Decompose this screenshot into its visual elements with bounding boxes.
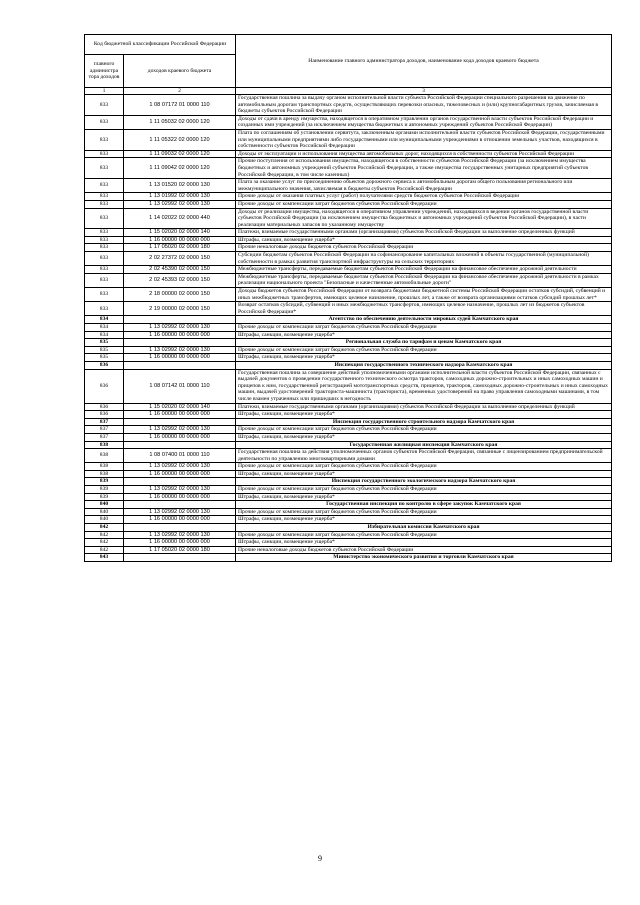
revenue-code-cell: 1 16 00000 00 0000 000: [124, 411, 236, 419]
admin-code-cell: 842: [85, 524, 124, 532]
admin-code-cell: 834: [85, 316, 124, 324]
revenue-name-cell: Государственная пошлина за действия уполномоченных органов субъектов Российской Федерации, связанные с лицензированием предпринимательской деятельности по управлению многоквартирными домами: [236, 449, 612, 463]
admin-code-cell: 833: [85, 273, 124, 287]
admin-code-cell: 839: [85, 478, 124, 486]
admin-code-cell: 833: [85, 150, 124, 158]
table-row: [85, 331, 612, 339]
administrator-heading-row: [85, 316, 612, 324]
revenue-code-cell: 1 13 01520 02 0000 130: [124, 179, 236, 193]
revenue-code-cell: 1 13 02992 02 0000 130: [124, 531, 236, 539]
revenue-name-cell: Доходы от реализации имущества, находящегося в оперативном управлении учреждений, находящихся в ведении органов государственной власти субъектов Российской Федерации (за исключением имущества бюджетных и автономных учреждений субъектов Российской Федерации), в части реализации материальных запасов по указанному имуществу: [236, 208, 612, 229]
revenue-name-cell: Межбюджетные трансферты, передаваемые бюджетам субъектов Российской Федерации на финансовое обеспечение дорожной деятельности в рамках реализации национального проекта "Безопасные и качественные автомобильные дороги": [236, 273, 612, 287]
admin-code-cell: 833: [85, 208, 124, 229]
revenue-name-cell: Доходы бюджетов субъектов Российской Федерации от возврата бюджетами бюджетной системы Российской Федерации остатков субсидий, субвенций и иных межбюджетных трансфертов, имеющих целевое назначение, прошлых лет, а также от возврата организациями остатков субсидий прошлых лет*: [236, 288, 612, 302]
revenue-name-cell: Межбюджетные трансферты, передаваемые бюджетам субъектов Российской Федерации на финансовое обеспечение дорожной деятельности: [236, 266, 612, 274]
revenue-code-cell: [124, 478, 236, 486]
admin-code-cell: 833: [85, 193, 124, 201]
admin-code-cell: 833: [85, 95, 124, 116]
revenue-code-cell: 1 16 00000 00 0000 000: [124, 236, 236, 244]
revenue-code-cell: 1 13 02992 02 0000 130: [124, 346, 236, 354]
table-row: [85, 433, 612, 441]
admin-code-cell: 835: [85, 354, 124, 362]
revenue-name-cell: Прочие неналоговые доходы бюджетов субъектов Российской Федерации: [236, 546, 612, 554]
column-number: 1: [85, 88, 124, 95]
revenue-name-cell: Государственная пошлина за совершение действий уполномоченными органами исполнительной власти субъектов Российской Федерации, связанных с выдачей документов о проведении государственного технического осмотра тракторов, самоходных дорожно-строительных и иных самоходных машин и прицепов к ним, государственной регистрацией мототранспортных средств, прицепов, тракторов, самоходных дорожно-строительных и иных самоходных машин, выдачей удостоверений тракториста-машиниста (тракториста), временных удостоверений на право управления самоходными машинами, в том числе взамен утраченных или пришедших в негодность: [236, 369, 612, 403]
document-page: [84, 34, 611, 562]
admin-code-cell: 839: [85, 493, 124, 501]
revenue-code-cell: 1 13 02992 02 0000 130: [124, 508, 236, 516]
revenue-name-cell: Избирательная комиссия Камчатского края: [236, 524, 612, 532]
revenue-name-cell: Штрафы, санкции, возмещение ущерба*: [236, 516, 612, 524]
admin-code-cell: 833: [85, 302, 124, 316]
revenue-code-cell: 1 16 00000 00 0000 000: [124, 470, 236, 478]
admin-code-cell: 836: [85, 369, 124, 403]
revenue-name-cell: Штрафы, санкции, возмещение ущерба*: [236, 236, 612, 244]
admin-code-cell: 833: [85, 115, 124, 129]
admin-code-cell: 840: [85, 508, 124, 516]
admin-code-cell: 833: [85, 288, 124, 302]
revenue-code-cell: [124, 554, 236, 562]
table-row: [85, 508, 612, 516]
revenue-code-cell: 1 08 07400 01 0000 110: [124, 449, 236, 463]
revenue-name-cell: Платежи, взимаемые государственными органами (организациями) субъектов Российской Федерации за выполнение определенных функций: [236, 403, 612, 411]
revenue-code-cell: 1 08 07172 01 0000 110: [124, 95, 236, 116]
revenue-code-cell: 1 13 02992 02 0000 130: [124, 426, 236, 434]
table-row: [85, 369, 612, 403]
revenue-name-cell: Государственная инспекция по контролю в сфере закупок Камчатского края: [236, 501, 612, 509]
admin-code-cell: 836: [85, 403, 124, 411]
table-row: [85, 470, 612, 478]
revenue-code-cell: 1 08 07142 01 0000 110: [124, 369, 236, 403]
header-revenue-code-column: доходов краевого бюджета: [124, 55, 236, 88]
administrator-heading-row: [85, 418, 612, 426]
revenue-name-cell: Прочие неналоговые доходы бюджетов субъектов Российской Федерации: [236, 244, 612, 252]
table-row: [85, 229, 612, 237]
revenue-name-cell: Штрафы, санкции, возмещение ущерба*: [236, 433, 612, 441]
revenue-code-cell: 1 11 05322 02 0000 120: [124, 129, 236, 150]
admin-code-cell: 835: [85, 346, 124, 354]
admin-code-cell: 839: [85, 486, 124, 494]
revenue-name-cell: Прочие поступления от использования имущества, находящегося в собственности субъектов Российской Федерации (за исключением имущества бюджетных и автономных учреждений субъектов Российской Федерации, а также имущества государственных унитарных предприятий субъектов Российской Федерации, в том числе казенных): [236, 158, 612, 179]
admin-code-cell: 842: [85, 539, 124, 547]
revenue-code-cell: 1 17 05020 02 0000 180: [124, 244, 236, 252]
revenue-name-cell: Агентство по обеспечению деятельности мировых судей Камчатского края: [236, 316, 612, 324]
table-row: [85, 236, 612, 244]
table-body: [85, 95, 612, 562]
admin-code-cell: 837: [85, 426, 124, 434]
administrator-heading-row: [85, 441, 612, 449]
admin-code-cell: 838: [85, 449, 124, 463]
revenue-name-cell: Плата за оказание услуг по присоединению объектов дорожного сервиса к автомобильным дорогам общего пользования регионального или межмуниципального значения, зачисляемая в бюджеты субъектов Российской Федерации: [236, 179, 612, 193]
revenue-code-cell: 2 02 27372 02 0000 150: [124, 252, 236, 266]
table-row: [85, 539, 612, 547]
revenue-code-cell: 1 16 00000 00 0000 000: [124, 331, 236, 339]
page-number: 9: [318, 854, 322, 863]
table-row: [85, 411, 612, 419]
revenue-name-cell: Субсидии бюджетам субъектов Российской Федерации на софинансирование капитальных вложений в объекты государственной (муниципальной) собственности в рамках развития транспортной инфраструктуры на сельских территориях: [236, 252, 612, 266]
revenue-code-cell: 1 13 02992 02 0000 130: [124, 486, 236, 494]
revenue-name-cell: Министерство экономического развития и торговли Камчатского края: [236, 554, 612, 562]
revenue-code-cell: 1 16 00000 00 0000 000: [124, 516, 236, 524]
table-row: [85, 302, 612, 316]
revenue-code-cell: 2 18 00000 02 0000 150: [124, 288, 236, 302]
revenue-name-cell: Штрафы, санкции, возмещение ущерба*: [236, 493, 612, 501]
revenue-code-cell: 1 11 05032 02 0000 120: [124, 115, 236, 129]
admin-code-cell: 833: [85, 266, 124, 274]
header-budget-classification: Код бюджетной классификации Российской Федерации: [85, 35, 236, 55]
admin-code-cell: 833: [85, 158, 124, 179]
administrator-heading-row: [85, 524, 612, 532]
revenue-name-cell: Штрафы, санкции, возмещение ущерба*: [236, 411, 612, 419]
admin-code-cell: 840: [85, 501, 124, 509]
revenue-code-cell: 2 19 00000 02 0000 150: [124, 302, 236, 316]
revenue-name-cell: Прочие доходы от компенсации затрат бюджетов субъектов Российской Федерации: [236, 426, 612, 434]
admin-code-cell: 838: [85, 463, 124, 471]
revenue-code-cell: [124, 501, 236, 509]
revenue-name-cell: Доходы от эксплуатации и использования имущества автомобильных дорог, находящихся в собственности субъектов Российской Федерации: [236, 150, 612, 158]
header-name-column: Наименование главного администратора доходов, наименование кода доходов краевого бюджета: [236, 35, 612, 88]
table-row: [85, 252, 612, 266]
table-header-row: [85, 35, 612, 55]
revenue-name-cell: Государственная пошлина за выдачу органом исполнительной власти субъекта Российской Федерации специального разрешения на движение по автомобильным дорогам транспортных средств, осуществляющих перевозки опасных, тяжеловесных и (или) крупногабаритных грузов, зачисляемая в бюджеты субъектов Российской Федерации: [236, 95, 612, 116]
header-admin-column: главного администра тора доходов: [85, 55, 124, 88]
revenue-name-cell: Штрафы, санкции, возмещение ущерба*: [236, 331, 612, 339]
administrator-heading-row: [85, 554, 612, 562]
table-row: [85, 449, 612, 463]
table-row: [85, 266, 612, 274]
table-row: [85, 150, 612, 158]
revenue-name-cell: Прочие доходы от оказания платных услуг (работ) получателями средств бюджетов субъектов Российской Федерации: [236, 193, 612, 201]
revenue-code-cell: 1 13 02992 02 0000 130: [124, 463, 236, 471]
table-row: [85, 179, 612, 193]
table-row: [85, 486, 612, 494]
revenue-code-cell: 1 13 01992 02 0000 130: [124, 193, 236, 201]
revenue-codes-table: [84, 34, 612, 562]
revenue-code-cell: 1 13 02992 02 0000 130: [124, 200, 236, 208]
admin-code-cell: 836: [85, 361, 124, 369]
column-number: 3: [236, 88, 612, 95]
admin-code-cell: 834: [85, 324, 124, 332]
revenue-name-cell: Прочие доходы от компенсации затрат бюджетов субъектов Российской Федерации: [236, 531, 612, 539]
table-row: [85, 546, 612, 554]
table-row: [85, 403, 612, 411]
table-row: [85, 531, 612, 539]
revenue-code-cell: [124, 316, 236, 324]
revenue-name-cell: Государственная жилищная инспекция Камчатского края: [236, 441, 612, 449]
revenue-name-cell: Инспекция государственного строительного надзора Камчатского края: [236, 418, 612, 426]
table-row: [85, 158, 612, 179]
admin-code-cell: 833: [85, 200, 124, 208]
table-row: [85, 463, 612, 471]
table-row: [85, 115, 612, 129]
table-row: [85, 516, 612, 524]
revenue-name-cell: Прочие доходы от компенсации затрат бюджетов субъектов Российской Федерации: [236, 508, 612, 516]
admin-code-cell: 833: [85, 236, 124, 244]
table-row: [85, 324, 612, 332]
admin-code-cell: 833: [85, 244, 124, 252]
revenue-code-cell: 1 16 00000 00 0000 000: [124, 539, 236, 547]
revenue-code-cell: 1 16 00000 00 0000 000: [124, 493, 236, 501]
table-row: [85, 244, 612, 252]
revenue-name-cell: Прочие доходы от компенсации затрат бюджетов субъектов Российской Федерации: [236, 486, 612, 494]
admin-code-cell: 842: [85, 546, 124, 554]
revenue-code-cell: [124, 524, 236, 532]
revenue-name-cell: Инспекция государственного экологического надзора Камчатского края: [236, 478, 612, 486]
revenue-code-cell: [124, 418, 236, 426]
revenue-code-cell: 1 13 02992 02 0000 130: [124, 324, 236, 332]
admin-code-cell: 838: [85, 441, 124, 449]
admin-code-cell: 842: [85, 531, 124, 539]
admin-code-cell: 840: [85, 516, 124, 524]
revenue-name-cell: Доходы от сдачи в аренду имущества, находящегося в оперативном управлении органов государственной власти субъектов Российской Федерации и созданных ими учреждений (за исключением имущества бюджетных и автономных учреждений субъектов Российской Федерации): [236, 115, 612, 129]
revenue-name-cell: Прочие доходы от компенсации затрат бюджетов субъектов Российской Федерации: [236, 346, 612, 354]
revenue-code-cell: 1 11 09032 02 0000 120: [124, 150, 236, 158]
table-row: [85, 129, 612, 150]
revenue-code-cell: 1 16 00000 00 0000 000: [124, 354, 236, 362]
admin-code-cell: 843: [85, 554, 124, 562]
revenue-name-cell: Штрафы, санкции, возмещение ущерба*: [236, 470, 612, 478]
admin-code-cell: 837: [85, 418, 124, 426]
revenue-code-cell: [124, 441, 236, 449]
admin-code-cell: 836: [85, 411, 124, 419]
revenue-code-cell: [124, 339, 236, 347]
revenue-name-cell: Прочие доходы от компенсации затрат бюджетов субъектов Российской Федерации: [236, 324, 612, 332]
revenue-code-cell: 1 17 05020 02 0000 180: [124, 546, 236, 554]
revenue-name-cell: Региональная служба по тарифам и ценам Камчатского края: [236, 339, 612, 347]
table-row: [85, 288, 612, 302]
admin-code-cell: 833: [85, 229, 124, 237]
column-numbers-row: [85, 88, 612, 95]
revenue-name-cell: Штрафы, санкции, возмещение ущерба*: [236, 539, 612, 547]
column-number: 2: [124, 88, 236, 95]
table-row: [85, 346, 612, 354]
table-row: [85, 193, 612, 201]
table-row: [85, 273, 612, 287]
revenue-code-cell: 1 15 02020 02 0000 140: [124, 403, 236, 411]
revenue-name-cell: Возврат остатков субсидий, субвенций и иных межбюджетных трансфертов, имеющих целевое назначение, прошлых лет из бюджетов субъектов Российской Федерации*: [236, 302, 612, 316]
revenue-name-cell: Плата по соглашениям об установлении сервитута, заключенным органами исполнительной власти субъектов Российской Федерации, государственными или муниципальными предприятиями либо государственными или муниципальными учреждениями в отношении земельных участков, находящихся в собственности субъектов Российской Федерации: [236, 129, 612, 150]
administrator-heading-row: [85, 501, 612, 509]
table-row: [85, 208, 612, 229]
table-row: [85, 493, 612, 501]
revenue-code-cell: 1 14 02022 02 0000 440: [124, 208, 236, 229]
administrator-heading-row: [85, 478, 612, 486]
revenue-name-cell: Прочие доходы от компенсации затрат бюджетов субъектов Российской Федерации: [236, 463, 612, 471]
admin-code-cell: 833: [85, 129, 124, 150]
admin-code-cell: 838: [85, 470, 124, 478]
revenue-name-cell: Прочие доходы от компенсации затрат бюджетов субъектов Российской Федерации: [236, 200, 612, 208]
admin-code-cell: 835: [85, 339, 124, 347]
admin-code-cell: 837: [85, 433, 124, 441]
administrator-heading-row: [85, 361, 612, 369]
revenue-code-cell: 1 11 09042 02 0000 120: [124, 158, 236, 179]
revenue-name-cell: Штрафы, санкции, возмещение ущерба*: [236, 354, 612, 362]
revenue-code-cell: 2 02 45390 02 0000 150: [124, 266, 236, 274]
administrator-heading-row: [85, 339, 612, 347]
revenue-name-cell: Инспекция государственного технического надзора Камчатского края: [236, 361, 612, 369]
revenue-code-cell: 2 02 45393 02 0000 150: [124, 273, 236, 287]
table-row: [85, 426, 612, 434]
revenue-name-cell: Платежи, взимаемые государственными органами (организациями) субъектов Российской Федерации за выполнение определенных функций: [236, 229, 612, 237]
revenue-code-cell: 1 16 00000 00 0000 000: [124, 433, 236, 441]
revenue-code-cell: 1 15 02020 02 0000 140: [124, 229, 236, 237]
table-row: [85, 200, 612, 208]
admin-code-cell: 834: [85, 331, 124, 339]
revenue-code-cell: [124, 361, 236, 369]
admin-code-cell: 833: [85, 252, 124, 266]
table-row: [85, 354, 612, 362]
table-row: [85, 95, 612, 116]
admin-code-cell: 833: [85, 179, 124, 193]
